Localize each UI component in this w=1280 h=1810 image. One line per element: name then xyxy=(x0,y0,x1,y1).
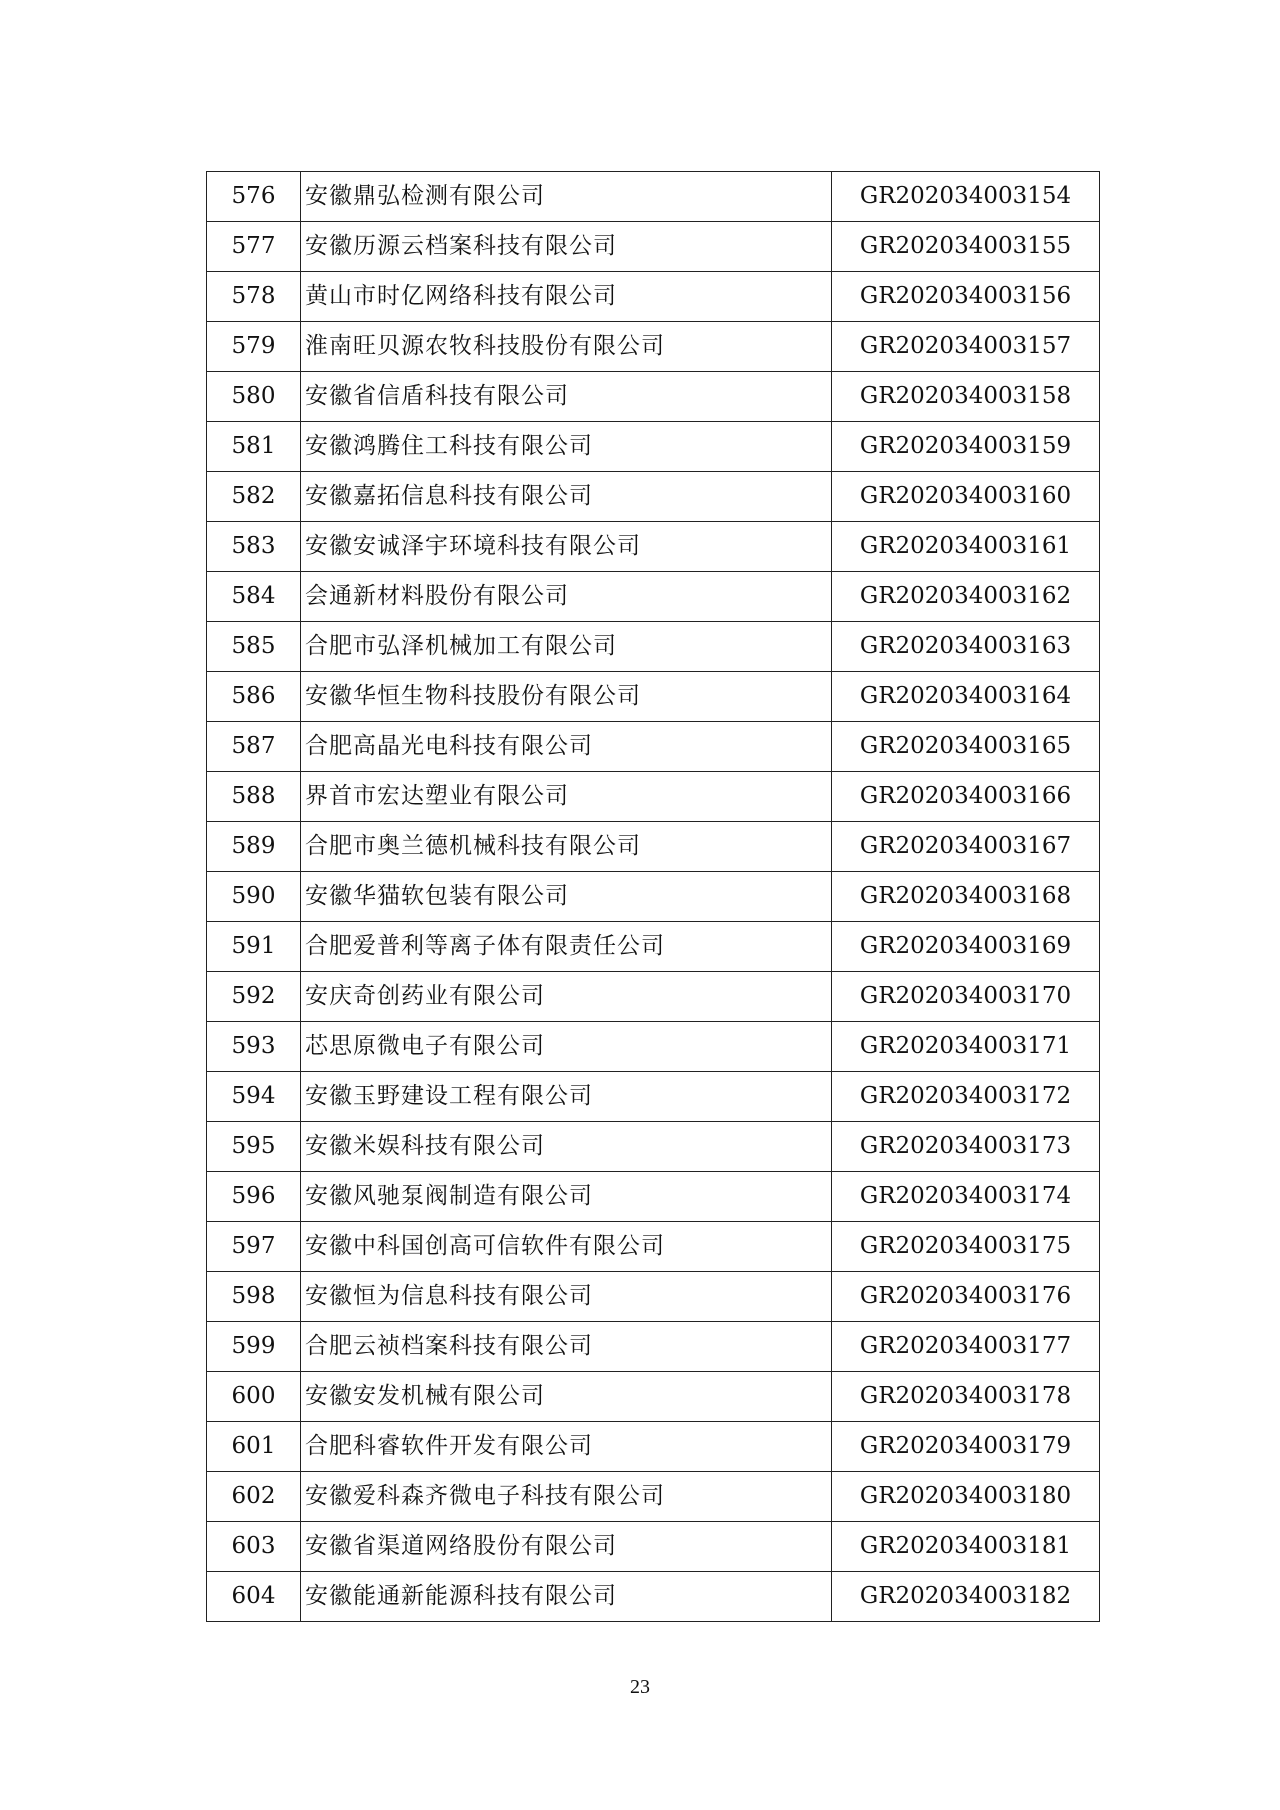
certificate-code-cell: GR202034003171 xyxy=(832,1022,1100,1072)
company-name-cell: 淮南旺贝源农牧科技股份有限公司 xyxy=(301,322,832,372)
certificate-code-cell: GR202034003160 xyxy=(832,472,1100,522)
company-name-cell: 黄山市时亿网络科技有限公司 xyxy=(301,272,832,322)
company-name-cell: 安徽风驰泵阀制造有限公司 xyxy=(301,1172,832,1222)
certificate-code-cell: GR202034003154 xyxy=(832,172,1100,222)
table-row xyxy=(207,1122,1100,1172)
certificate-code-cell: GR202034003158 xyxy=(832,372,1100,422)
company-name-cell: 合肥高晶光电科技有限公司 xyxy=(301,722,832,772)
company-name-cell: 安徽嘉拓信息科技有限公司 xyxy=(301,472,832,522)
company-name-cell: 安徽省信盾科技有限公司 xyxy=(301,372,832,422)
certificate-code-cell: GR202034003170 xyxy=(832,972,1100,1022)
company-name-cell: 芯思原微电子有限公司 xyxy=(301,1022,832,1072)
company-name-cell: 安徽历源云档案科技有限公司 xyxy=(301,222,832,272)
row-index-cell: 586 xyxy=(207,672,301,722)
row-index-cell: 604 xyxy=(207,1572,301,1622)
table-row xyxy=(207,1372,1100,1422)
table-row xyxy=(207,872,1100,922)
company-name-cell: 界首市宏达塑业有限公司 xyxy=(301,772,832,822)
company-name-cell: 合肥云祯档案科技有限公司 xyxy=(301,1322,832,1372)
certificate-code-cell: GR202034003162 xyxy=(832,572,1100,622)
row-index-cell: 581 xyxy=(207,422,301,472)
table-row xyxy=(207,472,1100,522)
company-name-cell: 安徽安诚泽宇环境科技有限公司 xyxy=(301,522,832,572)
certificate-code-cell: GR202034003180 xyxy=(832,1472,1100,1522)
page-number: 23 xyxy=(630,1676,650,1698)
company-list-table xyxy=(206,171,1100,1622)
certificate-code-cell: GR202034003176 xyxy=(832,1272,1100,1322)
company-name-cell: 会通新材料股份有限公司 xyxy=(301,572,832,622)
row-index-cell: 597 xyxy=(207,1222,301,1272)
table-row xyxy=(207,272,1100,322)
row-index-cell: 579 xyxy=(207,322,301,372)
row-index-cell: 588 xyxy=(207,772,301,822)
certificate-code-cell: GR202034003156 xyxy=(832,272,1100,322)
company-name-cell: 安徽爱科森齐微电子科技有限公司 xyxy=(301,1472,832,1522)
row-index-cell: 578 xyxy=(207,272,301,322)
row-index-cell: 592 xyxy=(207,972,301,1022)
row-index-cell: 577 xyxy=(207,222,301,272)
table-row xyxy=(207,422,1100,472)
certificate-code-cell: GR202034003178 xyxy=(832,1372,1100,1422)
certificate-code-cell: GR202034003181 xyxy=(832,1522,1100,1572)
certificate-code-cell: GR202034003182 xyxy=(832,1572,1100,1622)
row-index-cell: 593 xyxy=(207,1022,301,1072)
row-index-cell: 601 xyxy=(207,1422,301,1472)
company-name-cell: 安徽安发机械有限公司 xyxy=(301,1372,832,1422)
certificate-code-cell: GR202034003168 xyxy=(832,872,1100,922)
table-row xyxy=(207,922,1100,972)
table-row xyxy=(207,822,1100,872)
table-row xyxy=(207,1422,1100,1472)
certificate-code-cell: GR202034003179 xyxy=(832,1422,1100,1472)
certificate-code-cell: GR202034003163 xyxy=(832,622,1100,672)
table-row xyxy=(207,1222,1100,1272)
table-row xyxy=(207,772,1100,822)
table-row xyxy=(207,322,1100,372)
table-row xyxy=(207,1572,1100,1622)
company-name-cell: 安徽华恒生物科技股份有限公司 xyxy=(301,672,832,722)
company-name-cell: 合肥市弘泽机械加工有限公司 xyxy=(301,622,832,672)
row-index-cell: 587 xyxy=(207,722,301,772)
row-index-cell: 583 xyxy=(207,522,301,572)
certificate-code-cell: GR202034003164 xyxy=(832,672,1100,722)
row-index-cell: 591 xyxy=(207,922,301,972)
certificate-code-cell: GR202034003165 xyxy=(832,722,1100,772)
company-name-cell: 合肥科睿软件开发有限公司 xyxy=(301,1422,832,1472)
table-row xyxy=(207,672,1100,722)
certificate-code-cell: GR202034003159 xyxy=(832,422,1100,472)
row-index-cell: 603 xyxy=(207,1522,301,1572)
table-row xyxy=(207,1022,1100,1072)
row-index-cell: 582 xyxy=(207,472,301,522)
table-row xyxy=(207,722,1100,772)
table-row xyxy=(207,522,1100,572)
table-row xyxy=(207,1522,1100,1572)
certificate-code-cell: GR202034003169 xyxy=(832,922,1100,972)
table-row xyxy=(207,1322,1100,1372)
company-name-cell: 安徽鸿腾住工科技有限公司 xyxy=(301,422,832,472)
table-row xyxy=(207,222,1100,272)
company-name-cell: 安徽中科国创高可信软件有限公司 xyxy=(301,1222,832,1272)
certificate-code-cell: GR202034003175 xyxy=(832,1222,1100,1272)
certificate-code-cell: GR202034003174 xyxy=(832,1172,1100,1222)
certificate-code-cell: GR202034003166 xyxy=(832,772,1100,822)
table-row xyxy=(207,1172,1100,1222)
table-row xyxy=(207,972,1100,1022)
table-row xyxy=(207,1272,1100,1322)
table-row xyxy=(207,172,1100,222)
company-name-cell: 安徽玉野建设工程有限公司 xyxy=(301,1072,832,1122)
row-index-cell: 599 xyxy=(207,1322,301,1372)
row-index-cell: 585 xyxy=(207,622,301,672)
row-index-cell: 600 xyxy=(207,1372,301,1422)
row-index-cell: 576 xyxy=(207,172,301,222)
table-row xyxy=(207,1472,1100,1522)
company-name-cell: 安徽恒为信息科技有限公司 xyxy=(301,1272,832,1322)
table-row xyxy=(207,572,1100,622)
certificate-code-cell: GR202034003155 xyxy=(832,222,1100,272)
company-name-cell: 合肥爱普利等离子体有限责任公司 xyxy=(301,922,832,972)
row-index-cell: 594 xyxy=(207,1072,301,1122)
certificate-code-cell: GR202034003167 xyxy=(832,822,1100,872)
row-index-cell: 596 xyxy=(207,1172,301,1222)
table-body xyxy=(207,172,1100,1622)
certificate-code-cell: GR202034003157 xyxy=(832,322,1100,372)
company-name-cell: 安徽华猫软包装有限公司 xyxy=(301,872,832,922)
row-index-cell: 584 xyxy=(207,572,301,622)
table-row xyxy=(207,1072,1100,1122)
row-index-cell: 598 xyxy=(207,1272,301,1322)
company-name-cell: 安庆奇创药业有限公司 xyxy=(301,972,832,1022)
row-index-cell: 580 xyxy=(207,372,301,422)
certificate-code-cell: GR202034003177 xyxy=(832,1322,1100,1372)
company-name-cell: 安徽鼎弘检测有限公司 xyxy=(301,172,832,222)
company-name-cell: 合肥市奥兰德机械科技有限公司 xyxy=(301,822,832,872)
row-index-cell: 589 xyxy=(207,822,301,872)
row-index-cell: 602 xyxy=(207,1472,301,1522)
table-row xyxy=(207,372,1100,422)
company-name-cell: 安徽省渠道网络股份有限公司 xyxy=(301,1522,832,1572)
table-row xyxy=(207,622,1100,672)
row-index-cell: 590 xyxy=(207,872,301,922)
certificate-code-cell: GR202034003161 xyxy=(832,522,1100,572)
company-name-cell: 安徽米娱科技有限公司 xyxy=(301,1122,832,1172)
certificate-code-cell: GR202034003172 xyxy=(832,1072,1100,1122)
certificate-code-cell: GR202034003173 xyxy=(832,1122,1100,1172)
row-index-cell: 595 xyxy=(207,1122,301,1172)
company-name-cell: 安徽能通新能源科技有限公司 xyxy=(301,1572,832,1622)
